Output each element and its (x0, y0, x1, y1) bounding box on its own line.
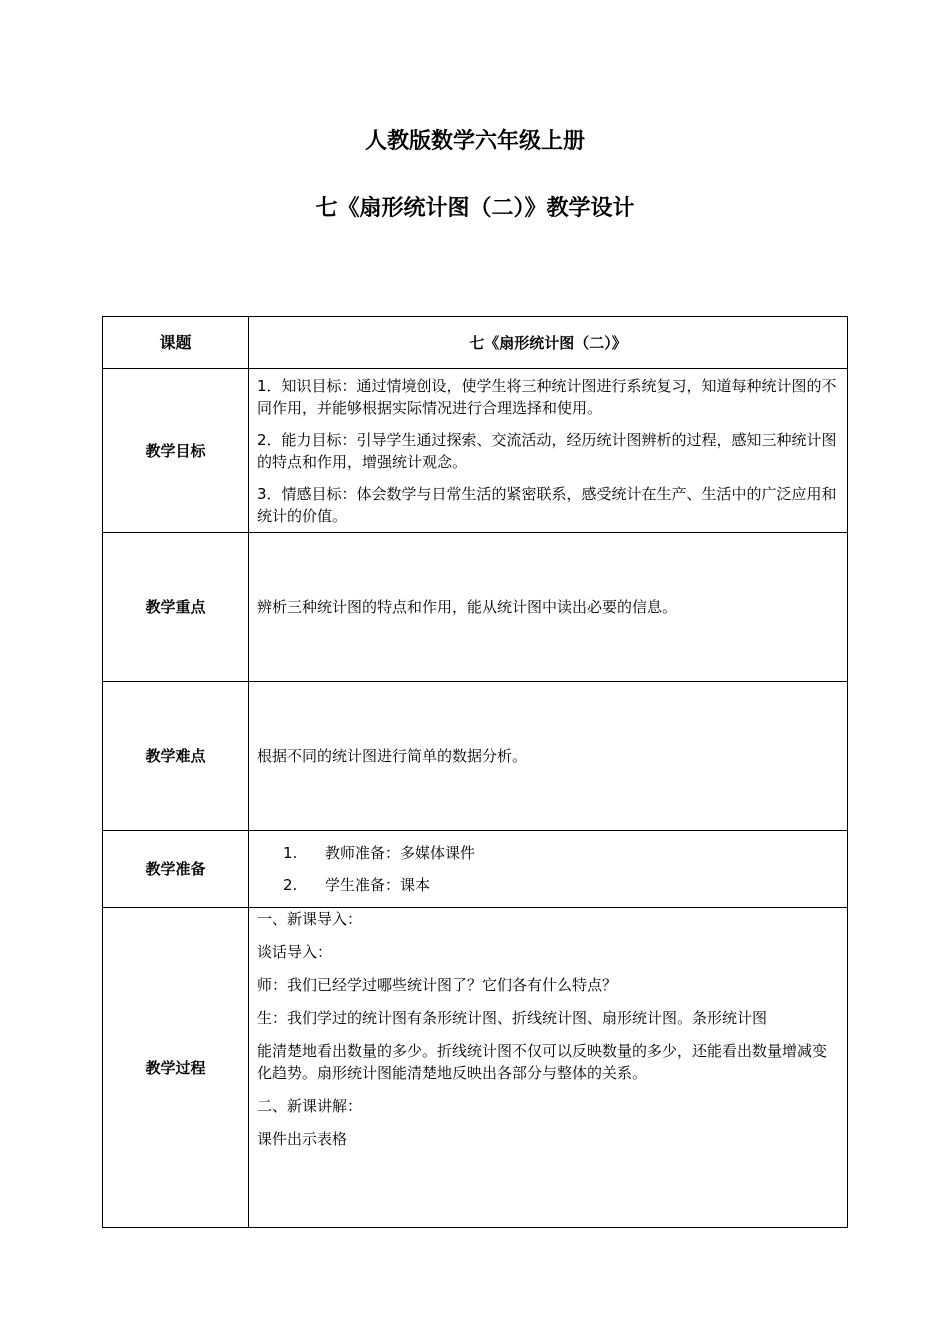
lesson-plan-table (102, 316, 848, 1228)
process-line: 能清楚地看出数量的多少。折线统计图不仅可以反映数量的多少，还能看出数量增减变化趋势。扇形统计图能清楚地反映出各部分与整体的关系。 (257, 1042, 828, 1082)
label-process: 教学过程 (103, 908, 249, 1228)
label-key-points: 教学重点 (103, 533, 249, 682)
document-subtitle: 七《扇形统计图（二）》教学设计 (315, 196, 635, 221)
process-line: 二、新课讲解： (257, 1097, 363, 1115)
row-topic (103, 317, 848, 369)
process-line: 课件出示表格 (257, 1130, 348, 1148)
preparation-text: 学生准备：课本 (325, 876, 431, 894)
difficulties-value: 根据不同的统计图进行简单的数据分析。 (249, 682, 848, 831)
row-difficulties (103, 682, 848, 831)
objective-knowledge: 1．知识目标：通过情境创设，使学生将三种统计图进行系统复习，知道每种统计图的不同作用，并能够根据实际情况进行合理选择和使用。 (257, 376, 837, 417)
objectives-content (249, 369, 848, 533)
objective-ability: 2．能力目标：引导学生通过探索、交流活动，经历统计图辨析的过程，感知三种统计图的特点和作用，增强统计观念。 (257, 430, 837, 471)
row-process (103, 908, 848, 1228)
label-preparation: 教学准备 (103, 831, 249, 908)
process-line: 师：我们已经学过哪些统计图了？它们各有什么特点？ (257, 976, 618, 994)
preparation-content (249, 831, 848, 908)
key-points-value: 辨析三种统计图的特点和作用，能从统计图中读出必要的信息。 (249, 533, 848, 682)
row-objectives (103, 369, 848, 533)
process-line: 一、新课导入： (257, 910, 363, 928)
row-key-points (103, 533, 848, 682)
preparation-number: 2. (283, 876, 298, 894)
process-line: 生：我们学过的统计图有条形统计图、折线统计图、扇形统计图。条形统计图 (257, 1009, 768, 1027)
objective-emotion: 3．情感目标：体会数学与日常生活的紧密联系，感受统计在生产、生活中的广泛应用和统计的价值。 (257, 484, 837, 525)
topic-value: 七《扇形统计图（二）》 (249, 317, 848, 369)
label-objectives: 教学目标 (103, 369, 249, 533)
label-difficulties: 教学难点 (103, 682, 249, 831)
preparation-item (257, 842, 839, 864)
preparation-number: 1. (283, 844, 298, 862)
preparation-item (257, 874, 839, 896)
process-line: 谈话导入： (257, 943, 333, 961)
process-content (249, 908, 848, 1228)
label-topic: 课题 (103, 317, 249, 369)
preparation-text: 教师准备：多媒体课件 (325, 844, 476, 862)
row-preparation (103, 831, 848, 908)
document-title: 人教版数学六年级上册 (364, 129, 585, 154)
